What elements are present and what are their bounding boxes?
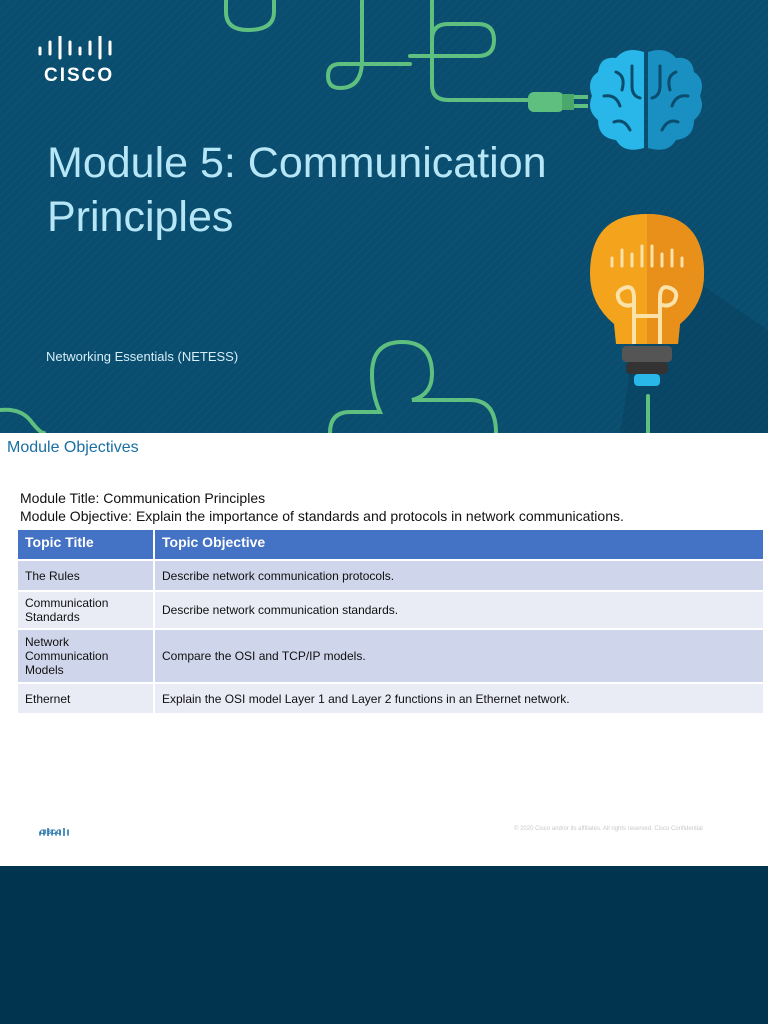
- title-slide: [0, 0, 768, 433]
- footer-cisco-wordmark: CISCO: [40, 830, 62, 836]
- cisco-wordmark: CISCO: [44, 65, 115, 86]
- table-row: [18, 683, 763, 713]
- topic-title-cell: Network Communication Models: [18, 629, 154, 683]
- lightbulb-icon: [586, 212, 708, 392]
- course-subtitle: Networking Essentials (NETESS): [46, 349, 239, 364]
- table-header-row: [18, 530, 763, 560]
- brain-icon: [586, 46, 706, 158]
- plug-icon: [520, 84, 590, 118]
- footer-cisco-logo-icon: [38, 823, 72, 839]
- header-topic-title: Topic Title: [18, 530, 154, 560]
- topic-objective-cell: Compare the OSI and TCP/IP models.: [154, 629, 763, 683]
- topic-title-cell: Communication Standards: [18, 591, 154, 629]
- header-topic-objective: Topic Objective: [154, 530, 763, 560]
- copyright-notice: © 2020 Cisco and/or its affiliates. All rights reserved. Cisco Confidential: [514, 826, 703, 832]
- topic-objective-cell: Explain the OSI model Layer 1 and Layer 2 functions in an Ethernet network.: [154, 683, 763, 713]
- topic-title-cell: The Rules: [18, 560, 154, 591]
- module-title-line: Module Title: Communication Principles: [20, 490, 266, 506]
- module-objective-line: Module Objective: Explain the importance of standards and protocols in network communications.: [20, 508, 624, 524]
- objectives-slide: [0, 433, 768, 866]
- objectives-table: [18, 530, 763, 713]
- table-row: [18, 591, 763, 629]
- slide-heading: Module Objectives: [7, 439, 139, 456]
- topic-objective-cell: Describe network communication protocols.: [154, 560, 763, 591]
- table-row: [18, 560, 763, 591]
- bottom-background: [0, 866, 768, 1024]
- topic-title-cell: Ethernet: [18, 683, 154, 713]
- cisco-logo-icon: [38, 36, 118, 86]
- table-row: [18, 629, 763, 683]
- slide-title: Module 5: Communication Principles: [47, 139, 547, 241]
- topic-objective-cell: Describe network communication standards.: [154, 591, 763, 629]
- cisco-bars-icon: [38, 36, 118, 62]
